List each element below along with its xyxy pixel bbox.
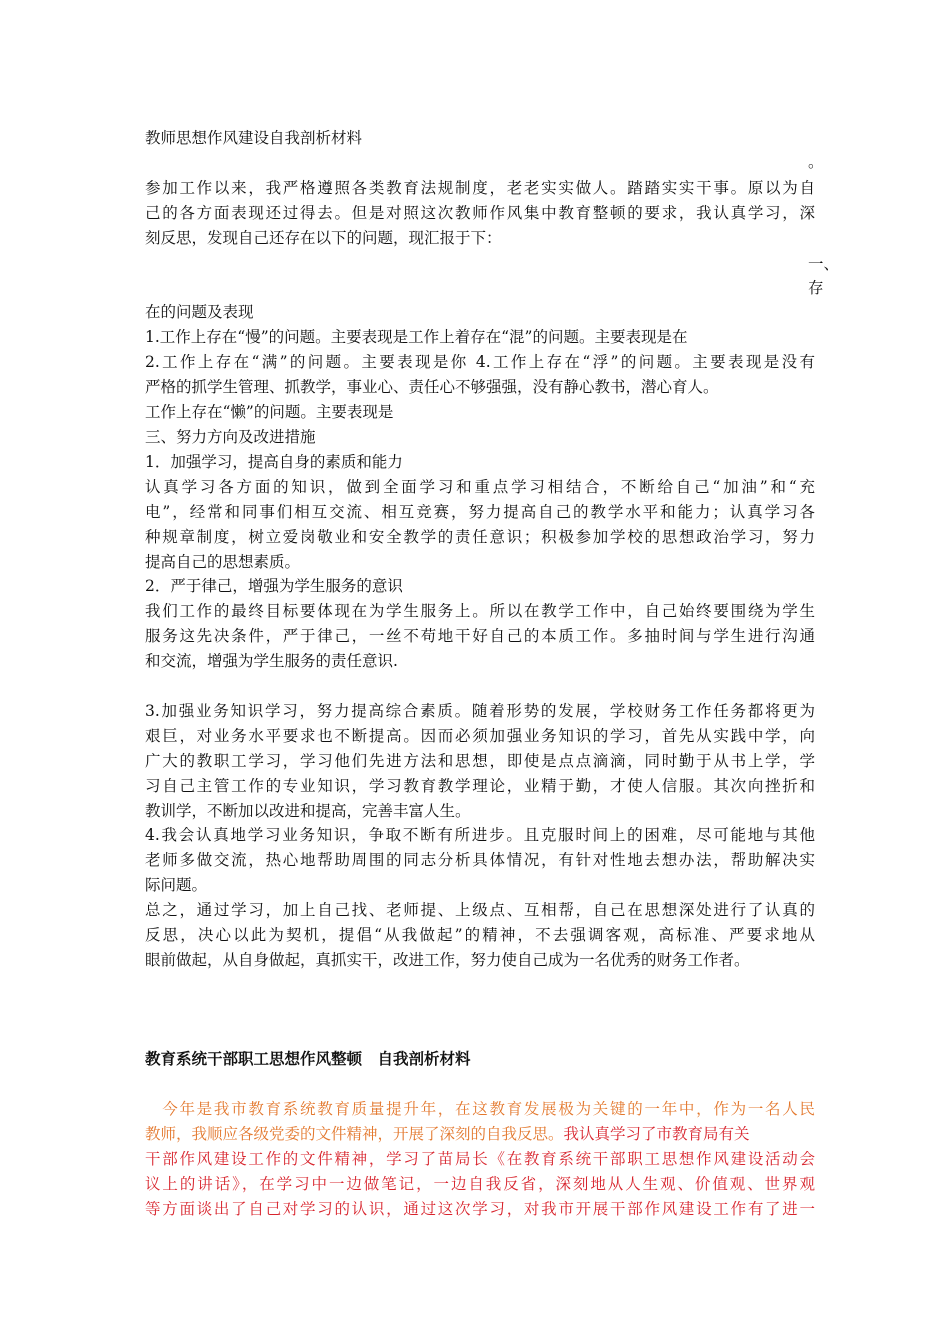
section-line: 1.工作上存在“慢”的问题。主要表现是工作上着存在“混”的问题。主要表现是在: [145, 328, 688, 346]
doc2-red-text: 我认真学习了市教育局有关: [563, 1125, 750, 1143]
para1-line: 种规章制度，树立爱岗敬业和安全教学的责任意识；积极参加学校的思想政治学习，努力: [145, 528, 815, 546]
side-mark-one: 一、: [808, 255, 840, 273]
section-line: 严格的抓学生管理、抓教学，事业心、责任心不够强强，没有静心教书，潜心育人。: [145, 378, 719, 396]
conclusion-line: 反思，决心以此为契机，提倡“从我做起”的精神，不去强调客观，高标准、严要求地从: [145, 926, 815, 944]
para4-line: 4.我会认真地学习业务知识，争取不断有所进步。且克服时间上的困难，尽可能地与其他: [145, 826, 815, 844]
doc2-orange-line: 今年是我市教育系统教育质量提升年，在这教育发展极为关键的一年中，作为一名人民: [145, 1100, 815, 1118]
para3-line: 广大的教职工学习，学习他们先进方法和思想，即使是点点滴滴，同时勤于从书上学，学: [145, 752, 815, 770]
subheading-1: 1．加强学习，提高自身的素质和能力: [145, 453, 403, 471]
conclusion-line: 眼前做起，从自身做起，真抓实干，改进工作，努力使自己成为一名优秀的财务工作者。: [145, 951, 750, 969]
conclusion-line: 总之，通过学习，加上自己找、老师提、上级点、互相帮，自己在思想深处进行了认真的: [145, 901, 815, 919]
para3-line: 3.加强业务知识学习，努力提高综合素质。随着形势的发展，学校财务工作任务都将更为: [145, 702, 815, 720]
section-line: 工作上存在“懒”的问题。主要表现是: [145, 403, 394, 421]
section-line: 在的问题及表现: [145, 303, 254, 321]
doc2-orange-text: 教师，我顺应各级党委的文件精神，开展了深刻的自我反思。: [145, 1125, 564, 1143]
para2-line: 服务这先决条件，严于律己，一丝不苟地干好自己的本质工作。多抽时间与学生进行沟通: [145, 627, 815, 645]
para4-line: 老师多做交流，热心地帮助周围的同志分析具体情况，有针对性地去想办法，帮助解决实: [145, 851, 815, 869]
para1-line: 认真学习各方面的知识，做到全面学习和重点学习相结合，不断给自己“加油”和“充: [145, 478, 815, 496]
section-heading: 三、努力方向及改进措施: [145, 428, 316, 446]
doc2-title: 教育系统干部职工思想作风整顿 自我剖析材料: [145, 1050, 471, 1068]
para1-line: 电”，经常和同事们相互交流、相互竞赛，努力提高自己的教学水平和能力；认真学习各: [145, 503, 815, 521]
subheading-2: 2．严于律己，增强为学生服务的意识: [145, 577, 403, 595]
doc1-title: 教师思想作风建设自我剖析材料: [145, 129, 363, 147]
stray-period-mark: 。: [808, 153, 824, 171]
side-mark-cun: 存: [808, 279, 824, 297]
doc2-red-line: 等方面谈出了自己对学习的认识，通过这次学习，对我市开展干部作风建设工作有了进一: [145, 1200, 815, 1218]
para3-line: 艰巨，对业务水平要求也不断提高。因而必须加强业务知识的学习，首先从实践中学，向: [145, 727, 815, 745]
section-line: 2.工作上存在“满”的问题。主要表现是你 4.工作上存在“浮”的问题。主要表现是没有: [145, 353, 815, 371]
para2-line: 我们工作的最终目标要体现在为学生服务上。所以在教学工作中，自己始终要围绕为学生: [145, 602, 815, 620]
intro-line: 己的各方面表现还过得去。但是对照这次教师作风集中教育整顿的要求，我认真学习，深: [145, 204, 815, 222]
para3-line: 习自己主管工作的专业知识，学习教育教学理论，业精于勤，才使人信服。其次向挫折和: [145, 777, 815, 795]
doc2-mixed-line: [145, 1122, 815, 1146]
para4-line: 际问题。: [145, 876, 208, 894]
doc2-red-line: 干部作风建设工作的文件精神，学习了苗局长《在教育系统干部职工思想作风建设活动会: [145, 1150, 815, 1168]
para2-line: 和交流，增强为学生服务的责任意识.: [145, 652, 398, 670]
doc2-red-line: 议上的讲话》，在学习中一边做笔记，一边自我反省，深刻地从人生观、价值观、世界观: [145, 1175, 815, 1193]
para3-line: 教训学，不断加以改进和提高，完善丰富人生。: [145, 802, 471, 820]
para1-line: 提高自己的思想素质。: [145, 553, 301, 571]
intro-line: 刻反思，发现自己还存在以下的问题，现汇报于下：: [145, 229, 502, 247]
intro-line: 参加工作以来，我严格遵照各类教育法规制度，老老实实做人。踏踏实实干事。原以为自: [145, 179, 815, 197]
